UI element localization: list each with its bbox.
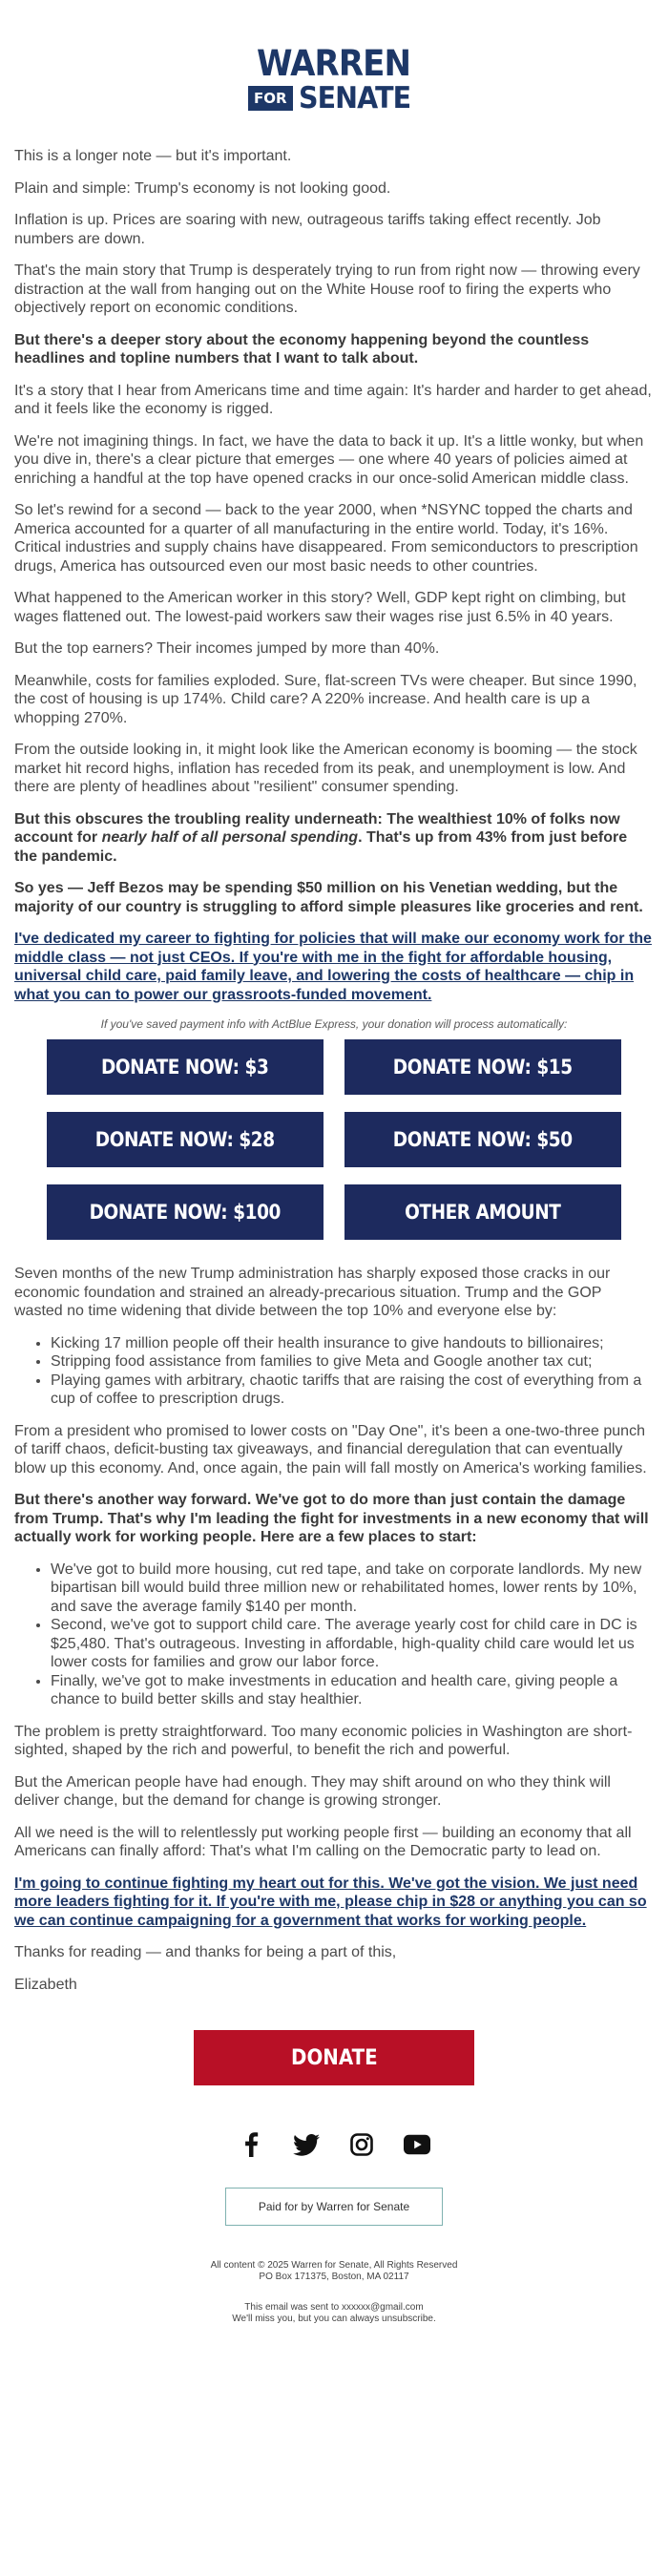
paragraph: Thanks for reading — and thanks for being a part of this, bbox=[14, 1944, 397, 1960]
paragraph: What happened to the American worker in this story? Well, GDP kept right on climbing, but wages flattened out. The lowest-paid workers saw their wages rise just 6.5% in 40 years. bbox=[14, 590, 626, 625]
spending-emphasis: nearly half of all personal spending bbox=[101, 829, 359, 846]
fight-donate-link[interactable]: I'm going to continue fighting my heart out for this. We've got the vision. We just need more leaders fighting for it. If you're with me, please chip in $28 or anything you can so we can continue campaigning for a government that works for working people. bbox=[14, 1874, 647, 1929]
list-item: • Stripping food assistance from families to give Meta and Google another tax cut; bbox=[51, 1352, 654, 1372]
logo-bottom-row bbox=[248, 81, 420, 115]
signature: Elizabeth bbox=[14, 1976, 77, 1993]
youtube-icon[interactable] bbox=[404, 2131, 430, 2158]
footer-copyright: All content © 2025 Warren for Senate, All Rights Reserved bbox=[210, 2260, 458, 2271]
bold-paragraph-spending bbox=[14, 810, 654, 867]
logo-warren-text: WARREN bbox=[257, 43, 411, 84]
facebook-icon[interactable] bbox=[238, 2131, 264, 2158]
social-links bbox=[14, 2130, 654, 2159]
donate-button-grid bbox=[14, 1039, 654, 1240]
paragraph: The problem is pretty straightforward. Too many economic policies in Washington are short-sighted, shaped by the rich and powerful, to benefit the rich and powerful. bbox=[14, 1723, 633, 1758]
footer-email-block bbox=[14, 2302, 654, 2344]
email-body bbox=[14, 126, 654, 1994]
paragraph: From a president who promised to lower costs on "Day One", it's been a one-two-three punch of tariff chaos, deficit-busting tax giveaways, and financial deregulation that can eventually blow up this economy. And, once again, the pain will fall mostly on America's working families. bbox=[14, 1422, 647, 1476]
paragraph: Plain and simple: Trump's economy is not looking good. bbox=[14, 179, 391, 197]
donate-other-amount-button[interactable] bbox=[344, 1184, 621, 1240]
paragraph: So let's rewind for a second — back to the year 2000, when *NSYNC topped the charts and America accounted for a quarter of all manufacturing in the entire world. Today, it's 16%. Critical industries and supply chains have disappeared. From semiconductors to prescription drugs, America has outsourced even our most basic needs to other countries. bbox=[14, 502, 638, 575]
donate-100-button[interactable] bbox=[47, 1184, 324, 1240]
instagram-icon[interactable] bbox=[348, 2131, 375, 2158]
donate-button-label: DONATE NOW: $50 bbox=[393, 1128, 573, 1151]
spending-text-after: . That's up from 43% from just before the pandemic. bbox=[14, 829, 628, 865]
list-item: • Finally, we've got to make investments in education and health care, giving people a chance to build better skills and stay healthier. bbox=[51, 1672, 654, 1709]
list-item: • Second, we've got to support child care. The average yearly cost for child care in DC is $25,480. That's outrageous. Investing in affordable, high-quality child care would let us lower costs for families and grow our labor force. bbox=[51, 1616, 654, 1672]
donate-button-label: DONATE NOW: $28 bbox=[95, 1128, 275, 1151]
twitter-icon[interactable] bbox=[293, 2131, 320, 2158]
donate-28-button[interactable] bbox=[47, 1112, 324, 1167]
donate-50-button[interactable] bbox=[344, 1112, 621, 1167]
paragraph: But the top earners? Their incomes jumped by more than 40%. bbox=[14, 640, 440, 657]
donate-3-button[interactable] bbox=[47, 1039, 324, 1095]
bold-paragraph-way-forward: But there's another way forward. We've got to do more than just contain the damage from Trump. That's why I'm leading the fight for investments in a new economy that will actually work for working people. Here are a few places to start: bbox=[14, 1492, 649, 1545]
logo-senate-text: SENATE bbox=[298, 81, 410, 115]
donate-button-label: DONATE bbox=[290, 2045, 378, 2070]
paragraph: All we need is the will to relentlessly put working people first — building an economy that all Americans can finally afford: That's what I'm calling on the Democratic party to lead on. bbox=[14, 1824, 632, 1859]
paragraph: That's the main story that Trump is desperately trying to run from right now — throwing every distraction at the wall from hanging out on the White House roof to firing the experts who objectively report on economic conditions. bbox=[14, 262, 640, 316]
donate-button-label: OTHER AMOUNT bbox=[405, 1201, 561, 1224]
bold-paragraph: But there's a deeper story about the economy happening beyond the countless headlines and topline numbers that I want to talk about. bbox=[14, 331, 590, 367]
list-item: • Kicking 17 million people off their health insurance to give handouts to billionaires; bbox=[51, 1334, 654, 1353]
list-item: • Playing games with arbitrary, chaotic tariffs that are raising the cost of everything from a cup of coffee to prescription drugs. bbox=[51, 1372, 654, 1409]
paragraph: But the American people have had enough. They may shift around on who they think will deliver change, but the demand for change is growing stronger. bbox=[14, 1773, 611, 1809]
footer-copyright-block bbox=[14, 2260, 654, 2283]
donate-15-button[interactable] bbox=[344, 1039, 621, 1095]
paragraph: Meanwhile, costs for families exploded. Sure, flat-screen TVs were cheaper. But since 1990, the cost of housing is up 174%. Child care? A 220% increase. And health care is up a whopping 270%. bbox=[14, 672, 637, 726]
paragraph: This is a longer note — but it's important. bbox=[14, 148, 292, 164]
paragraph: Seven months of the new Trump administration has sharply exposed those cracks in our economic foundation and strained an already-precarious situation. Trump and the GOP wasted no time widening that divide between the top 10% and everyone else by: bbox=[14, 1266, 611, 1319]
logo-for-text: FOR bbox=[248, 86, 293, 111]
warren-for-senate-logo[interactable] bbox=[14, 0, 654, 126]
footer-unsubscribe-link[interactable]: We'll miss you, but you can always unsubscribe. bbox=[232, 2314, 436, 2324]
career-donate-link[interactable]: I've dedicated my career to fighting for policies that will make our economy work for the middle class — not just CEOs. If you're with me in the fight for affordable housing, universal child care, paid family leave, and lowering the costs of healthcare — chip in what you can to power our grassroots-funded movement. bbox=[14, 931, 652, 1003]
donate-button-label: DONATE NOW: $3 bbox=[101, 1056, 269, 1079]
footer-sent-to: This email was sent to xxxxxx@gmail.com bbox=[244, 2302, 424, 2313]
paragraph: Inflation is up. Prices are soaring with new, outrageous tariffs taking effect recently. Job numbers are down. bbox=[14, 212, 601, 247]
policy-list bbox=[14, 1560, 654, 1709]
paragraph: It's a story that I hear from Americans time and time again: It's harder and harder to get ahead, and it feels like the economy is rigged. bbox=[14, 382, 652, 417]
list-item: • We've got to build more housing, cut red tape, and take on corporate landlords. My new bipartisan bill would build three million new or rehabilitated homes, lower rents by 10%, and save the average family $140 per month. bbox=[51, 1560, 654, 1617]
donate-button[interactable] bbox=[194, 2030, 474, 2085]
paragraph: We're not imagining things. In fact, we have the data to back it up. It's a little wonky, but when you dive in, there's a clear picture that emerges — one where 40 years of policies aimed at enriching a handful at the top have opened cracks in our once-solid American middle class. bbox=[14, 432, 644, 487]
donate-button-label: DONATE NOW: $100 bbox=[89, 1201, 282, 1224]
footer-address: PO Box 171375, Boston, MA 02117 bbox=[259, 2272, 409, 2282]
paid-for-disclaimer: Paid for by Warren for Senate bbox=[225, 2188, 443, 2226]
paragraph: From the outside looking in, it might look like the American economy is booming — the stock market hit record highs, inflation has receded from its peak, and unemployment is low. And there are plenty of headlines about "resilient" consumer spending. bbox=[14, 742, 637, 795]
spending-text-before: But this obscures the troubling reality underneath: The wealthiest 10% of folks now account for bbox=[14, 810, 620, 846]
donate-button-label: DONATE NOW: $15 bbox=[393, 1056, 573, 1079]
bold-paragraph-bezos: So yes — Jeff Bezos may be spending $50 million on his Venetian wedding, but the majority of our country is struggling to afford simple pleasures like groceries and rent. bbox=[14, 880, 643, 915]
actblue-note: If you've saved payment info with ActBlue Express, your donation will process automatically: bbox=[100, 1017, 568, 1031]
trump-actions-list bbox=[14, 1334, 654, 1409]
